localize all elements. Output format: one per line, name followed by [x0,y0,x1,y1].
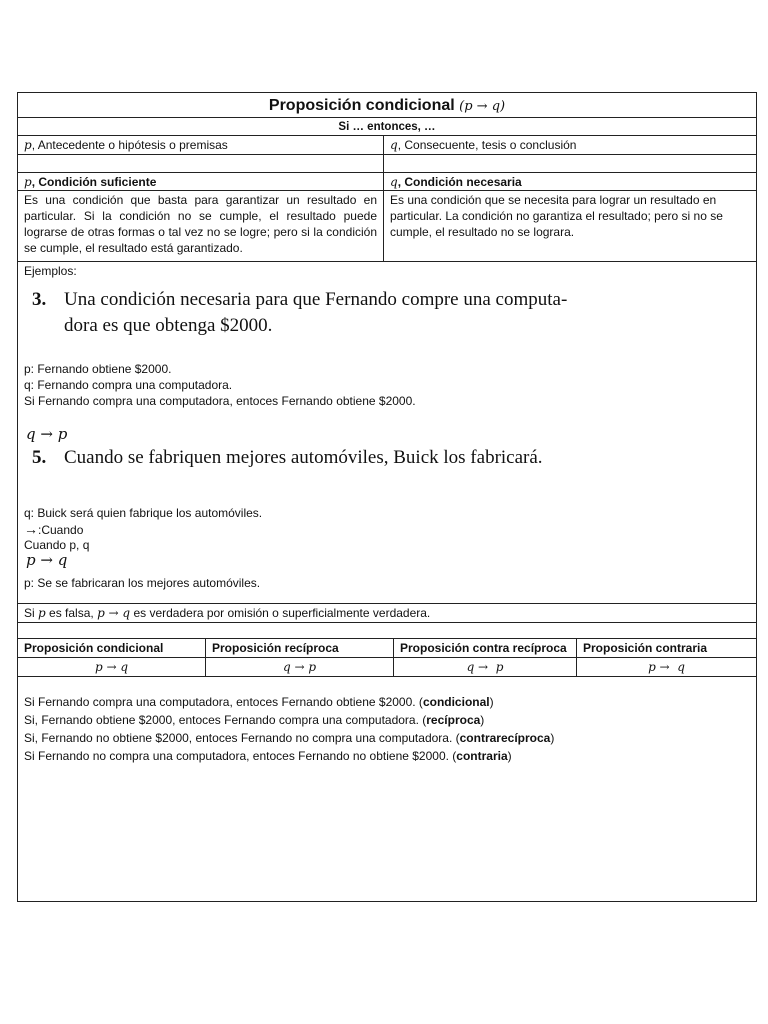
example-3-image-text [32,287,652,339]
example-5-cuando: Cuando p, q [24,538,90,552]
example-3-line-2: dora es que obtenga $2000. [64,315,273,336]
title-row [18,93,756,118]
parts-row [18,136,756,155]
empty-row [18,155,756,173]
propositions-header-row [18,639,756,658]
statement-contrareciproca: Si, Fernando no obtiene $2000, entoces Fernando no compra una computadora. (contrarecíproca) [24,731,555,745]
example-5-image-text [32,445,652,471]
examples-block [18,262,756,604]
document-frame [17,92,757,902]
header-reciproca: Proposición recíproca [212,641,339,655]
formula-condicional: p → q [94,660,129,674]
title-text: Proposición condicional [268,97,455,114]
condicion-suficiente-text: Es una condición que basta para garantizar un resultado en particular. Si la condición no se cumple, el resultado puede lograrse de otras formas o tal vez no se logre; pero si la condición se cumple, el resultado está garantizado. [24,193,377,255]
condicion-necesaria-text: Es una condición que se necesita para lograr un resultado en particular. La condición no garantiza el resultado; pero si no se cumple, el resultado no se lograra. [390,193,723,239]
example-5-formula: p → q [26,551,68,569]
example-5-q: q: Buick será quien fabrique los automóviles. [24,506,263,520]
note-row [18,604,756,623]
example-3-p: p: Fernando obtiene $2000. [24,362,172,376]
statement-condicional: Si Fernando compra una computadora, entoces Fernando obtiene $2000. (condicional) [24,695,494,709]
vacuous-truth-note: Si p es falsa, p → q es verdadera por omisión o superficialmente verdadera. [24,606,431,620]
example-5-arrow-line: →:Cuando [24,521,84,537]
condicion-necesaria-heading: q, Condición necesaria [390,175,522,189]
subtitle-row [18,118,756,136]
arrow-icon: → [24,521,38,537]
header-contra-reciproca: Proposición contra recíproca [400,641,567,655]
antecedente-cell: p, Antecedente o hipótesis o premisas [24,138,228,152]
formula-contra-reciproca: q → p [466,660,504,674]
statement-contraria: Si Fernando no compra una computadora, entoces Fernando no obtiene $2000. (contraria) [24,749,512,763]
header-contraria: Proposición contraria [583,641,708,655]
subtitle: Si … entonces, … [338,121,436,133]
conditions-header-row [18,173,756,191]
example-3-line-1: Una condición necesaria para que Fernando compre una computa- [64,289,568,310]
example-3-formula: q → p [26,425,68,443]
consecuente-cell: q, Consecuente, tesis o conclusión [390,138,577,152]
example-5-p: p: Se se fabricaran los mejores automóviles. [24,576,261,590]
statement-reciproca: Si, Fernando obtiene $2000, entoces Fernando compra una computadora. (recíproca) [24,713,485,727]
title-notation: (p → q) [459,99,506,114]
example-5-line: Cuando se fabriquen mejores automóviles, Buick los fabricará. [64,447,543,468]
header-condicional: Proposición condicional [24,641,164,655]
formula-reciproca: q → p [282,660,317,674]
statements-list [24,694,750,764]
conditions-text-row [18,191,756,262]
page-title [18,93,756,117]
formula-contraria: p → q [648,660,685,674]
examples-heading: Ejemplos: [24,264,77,278]
condicion-suficiente-heading: p, Condición suficiente [24,175,157,189]
propositions-formula-row [18,658,756,677]
spacer-row [18,623,756,639]
example-3-q: q: Fernando compra una computadora. [24,378,233,392]
example-5-number: 5. [32,447,47,468]
example-3-statement: Si Fernando compra una computadora, entoces Fernando obtiene $2000. [24,394,416,408]
example-3-number: 3. [32,289,47,310]
